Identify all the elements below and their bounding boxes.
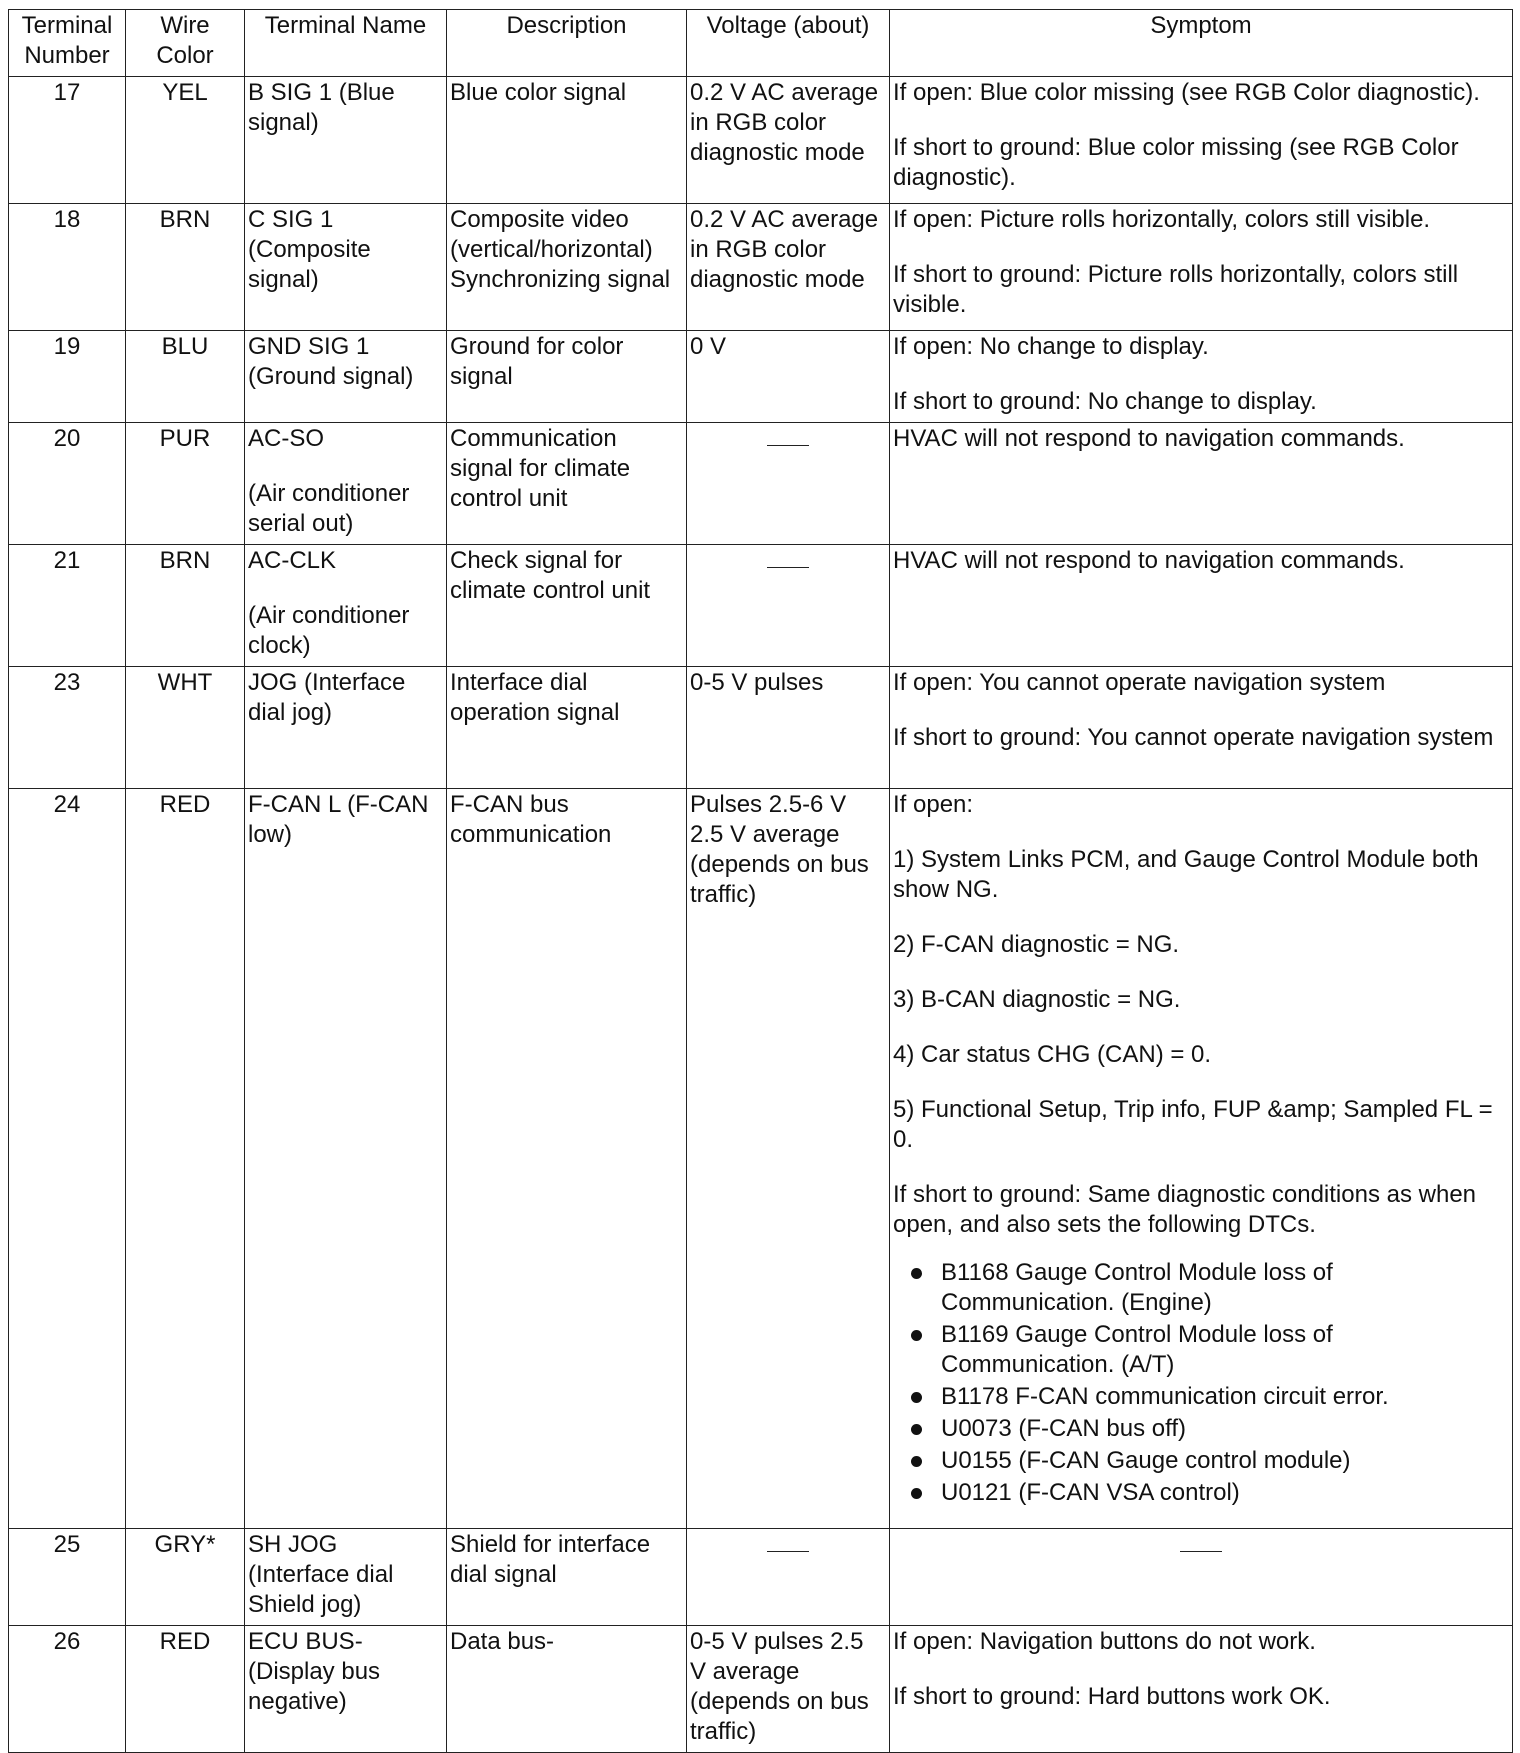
description: Ground for color signal <box>447 331 687 423</box>
voltage: 0-5 V pulses <box>687 667 890 789</box>
symptom <box>890 77 1513 204</box>
terminal-number: 25 <box>9 1529 126 1626</box>
wire-color: RED <box>126 789 245 1529</box>
terminal-name: B SIG 1 (Blue signal) <box>245 77 447 204</box>
terminal-name: GND SIG 1 (Ground signal) <box>245 331 447 423</box>
terminal-name: C SIG 1 (Composite signal) <box>245 204 447 331</box>
description: Interface dial operation signal <box>447 667 687 789</box>
symptom-short: If short to ground: Hard buttons work OK. <box>893 1683 1331 1710</box>
terminal-number: 21 <box>9 545 126 667</box>
voltage: 0 V <box>687 331 890 423</box>
header-terminal-name: Terminal Name <box>245 10 447 77</box>
symptom-open: If open: No change to display. <box>893 333 1209 360</box>
description: Data bus- <box>447 1626 687 1753</box>
symptom-open: If open: Picture rolls horizontally, colors still visible. <box>893 206 1431 233</box>
wire-color: GRY* <box>126 1529 245 1626</box>
description: Blue color signal <box>447 77 687 204</box>
header-wire-color: Wire Color <box>126 10 245 77</box>
symptom: HVAC will not respond to navigation commands. <box>890 545 1513 667</box>
wire-color: BRN <box>126 204 245 331</box>
header-voltage: Voltage (about) <box>687 10 890 77</box>
terminal-name: F-CAN L (F-CAN low) <box>245 789 447 1529</box>
symptom-open: If open: Navigation buttons do not work. <box>893 1628 1316 1655</box>
description: Check signal for climate control unit <box>447 545 687 667</box>
table-row <box>9 545 1513 667</box>
voltage-empty <box>687 423 890 545</box>
table-row <box>9 423 1513 545</box>
voltage-empty <box>687 545 890 667</box>
description: Shield for interface dial signal <box>447 1529 687 1626</box>
voltage: Pulses 2.5-6 V 2.5 V average (depends on bus traffic) <box>687 789 890 1529</box>
list-item: U0121 (F-CAN VSA control) <box>941 1478 1509 1508</box>
table-row <box>9 77 1513 204</box>
wire-color: YEL <box>126 77 245 204</box>
table-row <box>9 1626 1513 1753</box>
symptom-empty <box>890 1529 1513 1626</box>
header-symptom: Symptom <box>890 10 1513 77</box>
symptom <box>890 1626 1513 1753</box>
voltage: 0.2 V AC average in RGB color diagnostic mode <box>687 204 890 331</box>
table-row <box>9 667 1513 789</box>
dash-line <box>1180 1551 1222 1552</box>
symptom-short: If short to ground: Blue color missing (see RGB Color diagnostic). <box>893 134 1459 191</box>
symptom-short: If short to ground: You cannot operate navigation system <box>893 724 1494 751</box>
dash-line <box>767 1551 809 1552</box>
wire-color: WHT <box>126 667 245 789</box>
description: F-CAN bus communication <box>447 789 687 1529</box>
header-terminal-number: Terminal Number <box>9 10 126 77</box>
terminal-name: ECU BUS- (Display bus negative) <box>245 1626 447 1753</box>
list-item: B1168 Gauge Control Module loss of Communication. (Engine) <box>941 1258 1509 1318</box>
table-row <box>9 204 1513 331</box>
wire-color: BLU <box>126 331 245 423</box>
symptom <box>890 204 1513 331</box>
description: Composite video (vertical/horizontal) Synchronizing signal <box>447 204 687 331</box>
header-row <box>9 10 1513 77</box>
symptom <box>890 667 1513 789</box>
table-row <box>9 789 1513 1529</box>
description: Communication signal for climate control unit <box>447 423 687 545</box>
symptom: HVAC will not respond to navigation commands. <box>890 423 1513 545</box>
dash-line <box>767 445 809 446</box>
list-item: U0073 (F-CAN bus off) <box>941 1414 1509 1444</box>
wire-color: RED <box>126 1626 245 1753</box>
symptom-open: If open: Blue color missing (see RGB Color diagnostic). <box>893 79 1480 106</box>
table-row <box>9 1529 1513 1626</box>
header-description: Description <box>447 10 687 77</box>
table-row <box>9 331 1513 423</box>
dtc-list <box>893 1258 1509 1508</box>
list-item: B1169 Gauge Control Module loss of Communication. (A/T) <box>941 1320 1509 1380</box>
symptom-open: If open: You cannot operate navigation system <box>893 669 1386 696</box>
terminal-name: JOG (Interface dial jog) <box>245 667 447 789</box>
terminal-number: 26 <box>9 1626 126 1753</box>
terminal-name: AC-CLK (Air conditioner clock) <box>245 545 447 667</box>
terminal-name: AC-SO (Air conditioner serial out) <box>245 423 447 545</box>
wire-color: BRN <box>126 545 245 667</box>
symptom <box>890 331 1513 423</box>
terminal-number: 17 <box>9 77 126 204</box>
symptom: If open: 1) System Links PCM, and Gauge Control Module both show NG. 2) F-CAN diagnostic = NG. 3) B-CAN diagnostic = NG. 4) Car status CHG (CAN) = 0. 5) Functional Setup, Trip info, FUP &amp; Sampled FL = 0. If short to ground: Same diagnostic conditions as when open, and also sets the following DTCs. B1168 Gauge Control Module loss of Communication. (Engine) B1169 Gauge Control Module loss of Communication. (A/T) B1178 F-CAN communication circuit error. U0073 (F-CAN bus off) U0155 (F-CAN Gauge control module) U0121 (F-CAN VSA control) <box>890 789 1513 1529</box>
terminal-number: 18 <box>9 204 126 331</box>
terminal-number: 24 <box>9 789 126 1529</box>
voltage: 0-5 V pulses 2.5 V average (depends on bus traffic) <box>687 1626 890 1753</box>
symptom-short: If short to ground: No change to display. <box>893 388 1317 415</box>
terminal-number: 23 <box>9 667 126 789</box>
dash-line <box>767 567 809 568</box>
wire-color: PUR <box>126 423 245 545</box>
symptom-short: If short to ground: Picture rolls horizontally, colors still visible. <box>893 261 1459 318</box>
terminal-name: SH JOG (Interface dial Shield jog) <box>245 1529 447 1626</box>
terminal-number: 20 <box>9 423 126 545</box>
terminal-number: 19 <box>9 331 126 423</box>
list-item: B1178 F-CAN communication circuit error. <box>941 1382 1509 1412</box>
list-item: U0155 (F-CAN Gauge control module) <box>941 1446 1509 1476</box>
voltage-empty <box>687 1529 890 1626</box>
terminal-table <box>8 9 1513 1753</box>
voltage: 0.2 V AC average in RGB color diagnostic mode <box>687 77 890 204</box>
